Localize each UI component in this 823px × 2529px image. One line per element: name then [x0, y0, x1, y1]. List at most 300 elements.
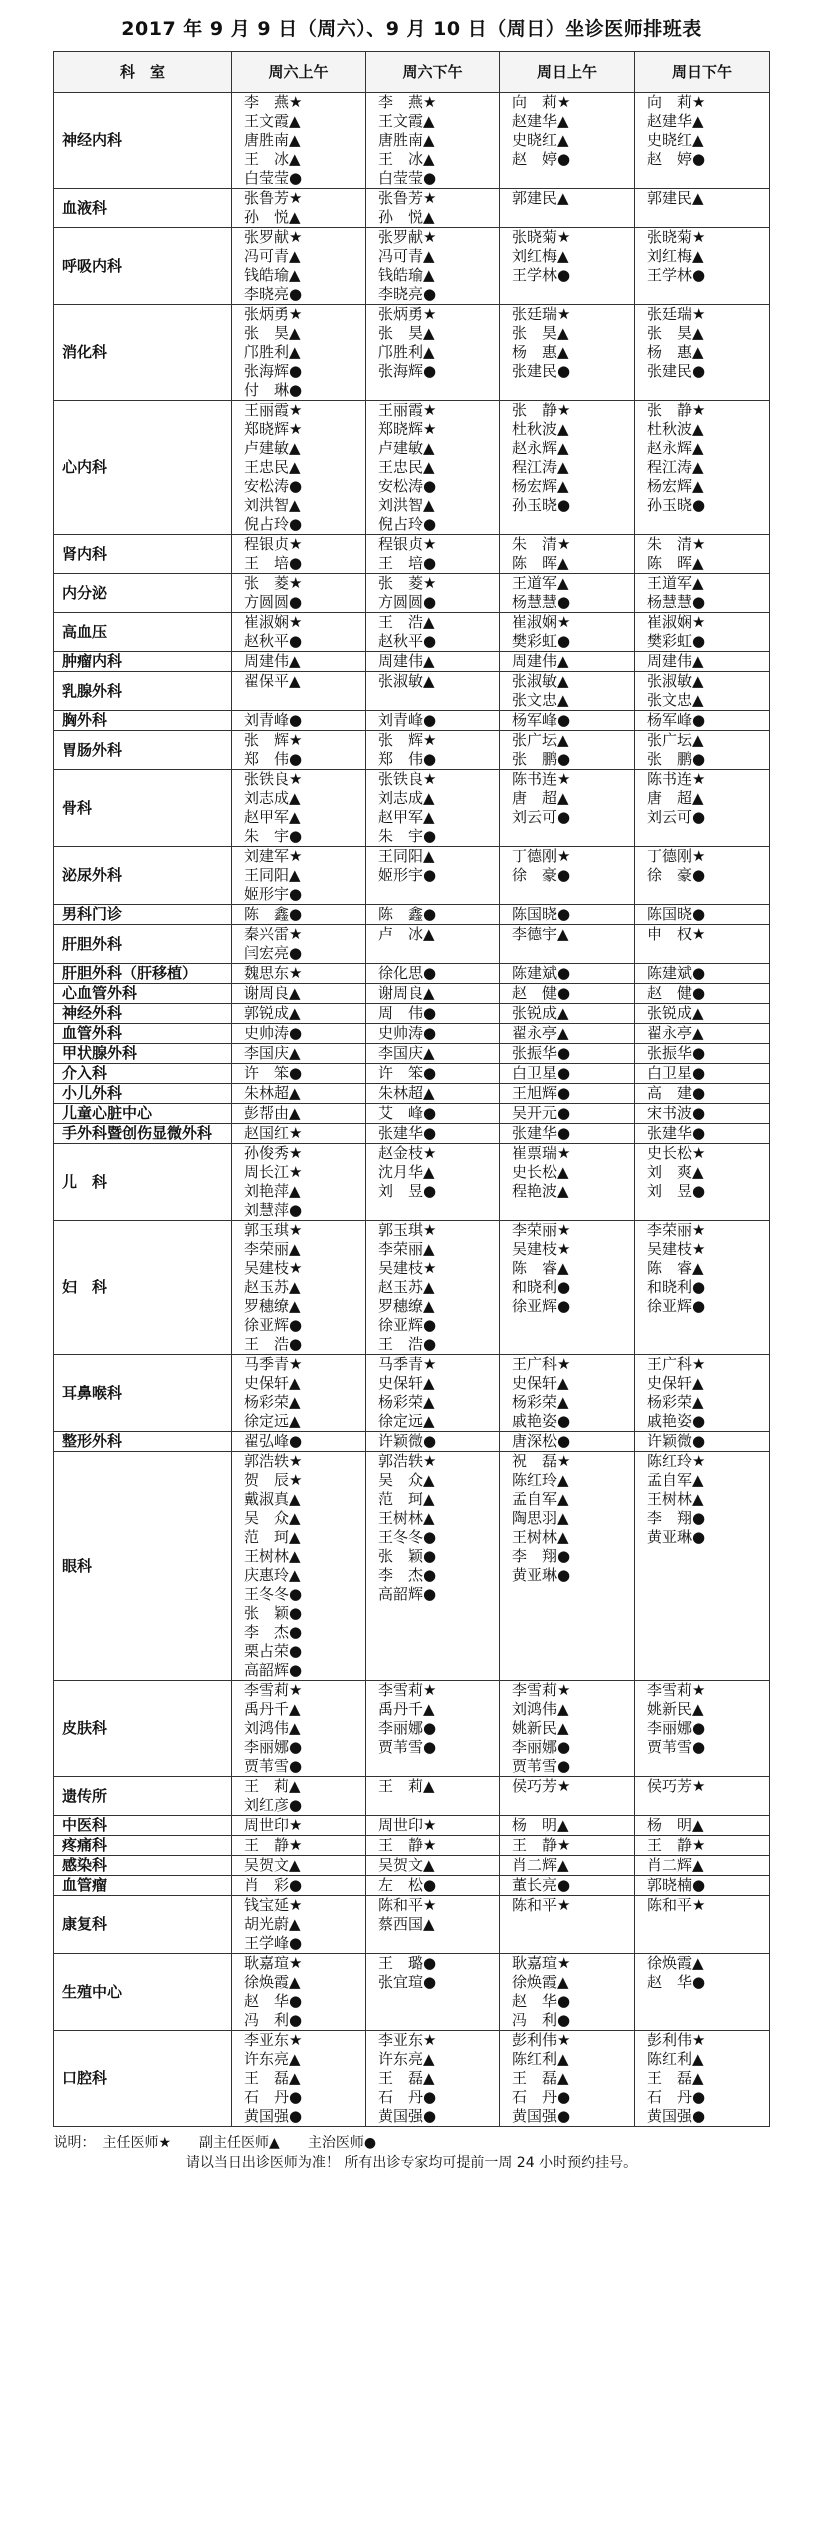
doctor-cell — [500, 93, 635, 189]
doctor-name: 王广科★ — [647, 1355, 706, 1373]
doctor-name: 罗穗缭▲ — [244, 1297, 301, 1315]
doctor-name: 王 浩▲ — [378, 613, 435, 631]
doctor-name: 朱 清★ — [512, 535, 571, 553]
doctor-name: 孙俊秀★ — [244, 1144, 303, 1162]
department-cell: 遗传所 — [54, 1777, 232, 1816]
note-text: 请以当日出诊医师为准！ 所有出诊专家均可提前一周 24 小时预约挂号。 — [185, 2155, 638, 2171]
table-row — [54, 770, 770, 847]
doctor-name: 张炳勇★ — [378, 305, 437, 323]
doctor-name: 丁德刚★ — [512, 847, 571, 865]
doctor-name: 王学林● — [512, 266, 571, 284]
doctor-name: 王忠民▲ — [244, 458, 301, 476]
doctor-cell — [635, 1004, 770, 1024]
doctor-name: 王 莉▲ — [378, 1777, 435, 1795]
doctor-name: 许颖微● — [378, 1432, 437, 1450]
department-cell: 血管瘤 — [54, 1876, 232, 1896]
page-title: 2017 年 9 月 9 日（周六）、9 月 10 日（周日）坐诊医师排班表 — [121, 18, 702, 40]
doctor-name: 戚艳姿● — [647, 1412, 706, 1430]
doctor-name: 吴 众▲ — [244, 1509, 301, 1527]
department-cell: 儿童心脏中心 — [54, 1104, 232, 1124]
table-row — [54, 1004, 770, 1024]
doctor-name: 翟永亭▲ — [647, 1024, 704, 1042]
doctor-cell — [366, 925, 500, 964]
doctor-name: 陈 晖▲ — [512, 554, 569, 572]
doctor-name: 徐亚辉● — [244, 1316, 303, 1334]
table-row — [54, 964, 770, 984]
doctor-name: 张淑敏▲ — [378, 672, 435, 690]
doctor-name: 刘志成▲ — [378, 789, 435, 807]
doctor-name: 李 翔● — [647, 1509, 706, 1527]
doctor-name: 王 静★ — [378, 1836, 437, 1854]
doctor-name: 朱 宇● — [378, 827, 437, 845]
doctor-name: 张鲁芳★ — [378, 189, 437, 207]
department-cell: 男科门诊 — [54, 905, 232, 925]
doctor-cell — [500, 711, 635, 731]
doctor-cell — [366, 1004, 500, 1024]
doctor-cell — [232, 1954, 366, 2031]
doctor-name: 张广坛▲ — [647, 731, 704, 749]
department-cell: 泌尿外科 — [54, 847, 232, 905]
doctor-name: 杨彩荣▲ — [244, 1393, 301, 1411]
doctor-cell — [232, 1221, 366, 1355]
doctor-name: 李荣丽★ — [512, 1221, 571, 1239]
doctor-name: 罗穗缭▲ — [378, 1297, 435, 1315]
table-row — [54, 1836, 770, 1856]
doctor-name: 刘云可● — [512, 808, 571, 826]
doctor-name: 黄国强● — [378, 2107, 437, 2125]
doctor-name: 肖 彩● — [244, 1876, 303, 1894]
doctor-cell — [500, 1355, 635, 1432]
doctor-name: 赵甲军▲ — [244, 808, 301, 826]
doctor-name: 程银贞★ — [378, 535, 437, 553]
doctor-name: 冯 利● — [244, 2011, 303, 2029]
doctor-cell — [500, 1024, 635, 1044]
table-row — [54, 1024, 770, 1044]
doctor-cell — [366, 672, 500, 711]
doctor-name: 崔淑娴★ — [512, 613, 571, 631]
doctor-name: 李丽娜● — [647, 1719, 706, 1737]
doctor-name: 张锐成▲ — [512, 1004, 569, 1022]
doctor-name: 吴建枝★ — [244, 1259, 303, 1277]
doctor-cell — [232, 652, 366, 672]
doctor-name: 姚新民▲ — [512, 1719, 569, 1737]
department-cell: 介入科 — [54, 1064, 232, 1084]
doctor-name: 张建华● — [512, 1124, 571, 1142]
doctor-name: 周长江★ — [244, 1163, 303, 1181]
department-cell: 眼科 — [54, 1452, 232, 1681]
doctor-name: 张铁良★ — [244, 770, 303, 788]
doctor-name: 徐焕霞▲ — [512, 1973, 569, 1991]
doctor-cell — [366, 964, 500, 984]
doctor-name: 李国庆▲ — [378, 1044, 435, 1062]
doctor-name: 徐定远▲ — [378, 1412, 435, 1430]
doctor-name: 贾苇雪● — [378, 1738, 437, 1756]
doctor-name: 翟保平▲ — [244, 672, 301, 690]
doctor-name: 钱皓瑜▲ — [378, 266, 435, 284]
doctor-name: 禹丹千▲ — [378, 1700, 435, 1718]
table-row — [54, 228, 770, 305]
doctor-cell — [635, 1432, 770, 1452]
department-cell: 耳鼻喉科 — [54, 1355, 232, 1432]
doctor-cell — [366, 1681, 500, 1777]
table-row — [54, 711, 770, 731]
doctor-cell — [635, 1836, 770, 1856]
doctor-name: 李丽娜● — [378, 1719, 437, 1737]
department-cell: 血管外科 — [54, 1024, 232, 1044]
doctor-name: 杨 惠▲ — [512, 343, 569, 361]
doctor-name: 陈国晓● — [647, 905, 706, 923]
doctor-cell — [635, 1124, 770, 1144]
department-cell: 儿 科 — [54, 1144, 232, 1221]
doctor-name: 赵玉苏▲ — [244, 1278, 301, 1296]
doctor-name: 肖二辉▲ — [647, 1856, 704, 1874]
doctor-cell — [500, 305, 635, 401]
doctor-name: 张 鹏● — [512, 750, 571, 768]
table-row — [54, 613, 770, 652]
table-row — [54, 1432, 770, 1452]
doctor-cell — [500, 847, 635, 905]
doctor-name: 申 权★ — [647, 925, 706, 943]
doctor-name: 周世印★ — [244, 1816, 303, 1834]
doctor-cell — [500, 1816, 635, 1836]
doctor-name: 王 培● — [244, 554, 303, 572]
doctor-cell — [232, 672, 366, 711]
doctor-cell — [635, 613, 770, 652]
department-cell: 疼痛科 — [54, 1836, 232, 1856]
table-row — [54, 1896, 770, 1954]
doctor-cell — [500, 1452, 635, 1681]
doctor-name: 吴 众▲ — [378, 1471, 435, 1489]
doctor-cell — [366, 1355, 500, 1432]
department-cell: 整形外科 — [54, 1432, 232, 1452]
doctor-name: 高韶辉● — [378, 1585, 437, 1603]
doctor-name: 王树林▲ — [244, 1547, 301, 1565]
doctor-name: 张 菱★ — [378, 574, 437, 592]
table-row — [54, 305, 770, 401]
table-row — [54, 672, 770, 711]
doctor-name: 蔡西国▲ — [378, 1915, 435, 1933]
doctor-name: 李 翔● — [512, 1547, 571, 1565]
department-cell: 呼吸内科 — [54, 228, 232, 305]
doctor-name: 刘鸿伟▲ — [244, 1719, 301, 1737]
doctor-name: 张鲁芳★ — [244, 189, 303, 207]
doctor-name: 程江涛▲ — [647, 458, 704, 476]
doctor-name: 白卫星● — [512, 1064, 571, 1082]
doctor-name: 杨 惠▲ — [647, 343, 704, 361]
doctor-cell — [232, 711, 366, 731]
doctor-cell — [500, 1221, 635, 1355]
doctor-name: 贾苇雪● — [512, 1757, 571, 1775]
doctor-name: 徐焕霞▲ — [647, 1954, 704, 1972]
doctor-name: 杨军峰● — [512, 711, 571, 729]
doctor-name: 肖二辉▲ — [512, 1856, 569, 1874]
doctor-cell — [635, 1024, 770, 1044]
doctor-name: 刘 爽▲ — [647, 1163, 704, 1181]
department-cell: 康复科 — [54, 1896, 232, 1954]
doctor-cell — [635, 2031, 770, 2127]
doctor-cell — [232, 1004, 366, 1024]
doctor-name: 陈 晖▲ — [647, 554, 704, 572]
doctor-cell — [500, 1856, 635, 1876]
doctor-cell — [232, 1777, 366, 1816]
doctor-name: 张锐成▲ — [647, 1004, 704, 1022]
doctor-name: 赵永辉▲ — [647, 439, 704, 457]
doctor-name: 程艳波▲ — [512, 1182, 569, 1200]
doctor-name: 李亚东★ — [244, 2031, 303, 2049]
doctor-cell — [366, 1777, 500, 1816]
doctor-name: 杨彩荣▲ — [647, 1393, 704, 1411]
doctor-cell — [635, 1221, 770, 1355]
doctor-name: 翟永亭▲ — [512, 1024, 569, 1042]
doctor-cell — [366, 1104, 500, 1124]
doctor-name: 郭建民▲ — [512, 189, 569, 207]
doctor-name: 王 培● — [378, 554, 437, 572]
doctor-name: 王 浩● — [244, 1335, 303, 1353]
doctor-cell — [232, 228, 366, 305]
doctor-cell — [500, 652, 635, 672]
doctor-name: 李晓亮● — [378, 285, 437, 303]
doctor-name: 张宜瑄● — [378, 1973, 437, 1991]
doctor-name: 史晓红▲ — [647, 131, 704, 149]
doctor-name: 左 松● — [378, 1876, 437, 1894]
doctor-name: 祝 磊★ — [512, 1452, 571, 1470]
doctor-name: 艾 峰● — [378, 1104, 437, 1122]
doctor-name: 徐亚辉● — [512, 1297, 571, 1315]
doctor-cell — [635, 1681, 770, 1777]
doctor-cell — [635, 652, 770, 672]
doctor-cell — [366, 1084, 500, 1104]
doctor-name: 禹丹千▲ — [244, 1700, 301, 1718]
doctor-name: 黄亚琳● — [512, 1566, 571, 1584]
doctor-cell — [635, 1084, 770, 1104]
table-row — [54, 1221, 770, 1355]
table-row — [54, 925, 770, 964]
doctor-name: 杨慧慧● — [512, 593, 571, 611]
doctor-name: 王文霞▲ — [378, 112, 435, 130]
doctor-cell — [232, 535, 366, 574]
doctor-cell — [366, 1836, 500, 1856]
doctor-name: 王道军▲ — [647, 574, 704, 592]
doctor-name: 孙玉晓● — [512, 496, 571, 514]
doctor-name: 周建伟▲ — [647, 652, 704, 670]
doctor-name: 张铁良★ — [378, 770, 437, 788]
department-cell: 心血管外科 — [54, 984, 232, 1004]
doctor-name: 魏思东★ — [244, 964, 303, 982]
doctor-name: 郑晓辉★ — [244, 420, 303, 438]
doctor-name: 冯可青▲ — [378, 247, 435, 265]
doctor-name: 徐焕霞▲ — [244, 1973, 301, 1991]
doctor-name: 黄亚琳● — [647, 1528, 706, 1546]
doctor-cell — [635, 731, 770, 770]
doctor-name: 陈书连★ — [512, 770, 571, 788]
department-cell: 肿瘤内科 — [54, 652, 232, 672]
doctor-name: 方圆圆● — [378, 593, 437, 611]
doctor-cell — [232, 905, 366, 925]
doctor-name: 孟自军▲ — [512, 1490, 569, 1508]
doctor-cell — [635, 1777, 770, 1816]
header-sun-pm: 周日下午 — [635, 52, 770, 93]
doctor-cell — [635, 1876, 770, 1896]
doctor-name: 王道军▲ — [512, 574, 569, 592]
doctor-name: 王丽霞★ — [244, 401, 303, 419]
doctor-name: 赵金枝★ — [378, 1144, 437, 1162]
doctor-name: 唐 超▲ — [647, 789, 704, 807]
doctor-cell — [366, 228, 500, 305]
doctor-name: 贾苇雪● — [244, 1757, 303, 1775]
doctor-name: 王同阳▲ — [378, 847, 435, 865]
doctor-name: 白莹莹● — [378, 169, 437, 187]
department-cell: 肾内科 — [54, 535, 232, 574]
doctor-name: 刘云可● — [647, 808, 706, 826]
doctor-name: 张廷瑞★ — [647, 305, 706, 323]
doctor-name: 陈建斌● — [512, 964, 571, 982]
doctor-name: 王 静★ — [244, 1836, 303, 1854]
doctor-cell — [635, 305, 770, 401]
doctor-cell — [366, 535, 500, 574]
table-row — [54, 1954, 770, 2031]
doctor-name: 赵秋平● — [244, 632, 303, 650]
doctor-name: 王丽霞★ — [378, 401, 437, 419]
doctor-cell — [635, 984, 770, 1004]
doctor-name: 付 琳● — [244, 381, 303, 399]
table-row — [54, 1104, 770, 1124]
doctor-name: 石 丹● — [647, 2088, 706, 2106]
doctor-cell — [232, 984, 366, 1004]
doctor-cell — [232, 2031, 366, 2127]
doctor-cell — [232, 770, 366, 847]
doctor-cell — [500, 1777, 635, 1816]
doctor-cell — [500, 984, 635, 1004]
doctor-cell — [635, 672, 770, 711]
doctor-name: 李德宇▲ — [512, 925, 569, 943]
table-row — [54, 535, 770, 574]
doctor-name: 丁德刚★ — [647, 847, 706, 865]
doctor-name: 王 冰▲ — [378, 150, 435, 168]
doctor-name: 张 鹏● — [647, 750, 706, 768]
doctor-name: 史保轩▲ — [647, 1374, 704, 1392]
doctor-name: 范 珂▲ — [244, 1528, 301, 1546]
doctor-cell — [366, 189, 500, 228]
table-row — [54, 847, 770, 905]
doctor-name: 郭浩轶★ — [378, 1452, 437, 1470]
doctor-name: 王 磊▲ — [378, 2069, 435, 2087]
doctor-name: 张海辉● — [378, 362, 437, 380]
doctor-name: 杨慧慧● — [647, 593, 706, 611]
doctor-name: 沈月华▲ — [378, 1163, 435, 1181]
doctor-cell — [232, 1084, 366, 1104]
doctor-cell — [366, 847, 500, 905]
doctor-cell — [500, 1876, 635, 1896]
doctor-name: 翟弘峰● — [244, 1432, 303, 1450]
doctor-name: 彭利伟★ — [512, 2031, 571, 2049]
doctor-name: 陈红玲▲ — [512, 1471, 569, 1489]
doctor-cell — [232, 1896, 366, 1954]
doctor-name: 陶思羽▲ — [512, 1509, 569, 1527]
doctor-name: 和晓利● — [512, 1278, 571, 1296]
doctor-name: 庆惠玲▲ — [244, 1566, 301, 1584]
doctor-name: 张 昊▲ — [244, 324, 301, 342]
department-cell: 中医科 — [54, 1816, 232, 1836]
doctor-cell — [635, 1064, 770, 1084]
doctor-name: 孟自军▲ — [647, 1471, 704, 1489]
doctor-name: 张文忠▲ — [512, 691, 569, 709]
table-row — [54, 984, 770, 1004]
doctor-name: 李国庆▲ — [244, 1044, 301, 1062]
doctor-name: 张 颖● — [244, 1604, 303, 1622]
doctor-name: 安松涛● — [378, 477, 437, 495]
doctor-name: 秦兴雷★ — [244, 925, 303, 943]
doctor-name: 安松涛● — [244, 477, 303, 495]
doctor-name: 胡光蔚▲ — [244, 1915, 301, 1933]
doctor-name: 黄国强● — [512, 2107, 571, 2125]
doctor-cell — [232, 1856, 366, 1876]
doctor-name: 刘慧萍● — [244, 1201, 303, 1219]
doctor-cell — [232, 1144, 366, 1221]
doctor-cell — [500, 1681, 635, 1777]
department-cell: 血液科 — [54, 189, 232, 228]
doctor-name: 赵玉苏▲ — [378, 1278, 435, 1296]
doctor-name: 李 燕★ — [378, 93, 437, 111]
department-cell: 乳腺外科 — [54, 672, 232, 711]
table-row — [54, 1355, 770, 1432]
doctor-name: 马季青★ — [244, 1355, 303, 1373]
doctor-cell — [232, 731, 366, 770]
doctor-name: 孙 悦▲ — [244, 208, 301, 226]
department-cell: 皮肤科 — [54, 1681, 232, 1777]
doctor-cell — [635, 711, 770, 731]
doctor-name: 高 建● — [647, 1084, 706, 1102]
doctor-name: 闫宏亮● — [244, 944, 303, 962]
doctor-name: 朱林超▲ — [378, 1084, 435, 1102]
doctor-name: 张 辉★ — [378, 731, 437, 749]
doctor-name: 王 璐● — [378, 1954, 437, 1972]
doctor-name: 许 笨● — [244, 1064, 303, 1082]
doctor-name: 杜秋波▲ — [512, 420, 569, 438]
doctor-name: 杨 明▲ — [647, 1816, 704, 1834]
table-row — [54, 1144, 770, 1221]
doctor-name: 陈红利▲ — [512, 2050, 569, 2068]
table-row — [54, 731, 770, 770]
doctor-name: 范 珂▲ — [378, 1490, 435, 1508]
doctor-name: 向 莉★ — [647, 93, 706, 111]
doctor-name: 赵甲军▲ — [378, 808, 435, 826]
doctor-name: 陈 鑫● — [378, 905, 437, 923]
table-row — [54, 1124, 770, 1144]
doctor-name: 李 杰● — [378, 1566, 437, 1584]
doctor-name: 戚艳姿● — [512, 1412, 571, 1430]
doctor-name: 郑晓辉★ — [378, 420, 437, 438]
doctor-name: 赵国红★ — [244, 1124, 303, 1142]
doctor-cell — [500, 535, 635, 574]
doctor-name: 姚新民▲ — [647, 1700, 704, 1718]
doctor-name: 刘 昱● — [647, 1182, 706, 1200]
department-cell: 小儿外科 — [54, 1084, 232, 1104]
table-row — [54, 1856, 770, 1876]
doctor-name: 李晓亮● — [244, 285, 303, 303]
doctor-name: 赵 华● — [647, 1973, 706, 1991]
doctor-cell — [635, 1452, 770, 1681]
doctor-cell — [500, 401, 635, 535]
doctor-name: 张振华● — [647, 1044, 706, 1062]
doctor-name: 史保轩▲ — [512, 1374, 569, 1392]
doctor-name: 张晓菊★ — [647, 228, 706, 246]
doctor-cell — [500, 228, 635, 305]
doctor-name: 赵 健● — [512, 984, 571, 1002]
doctor-cell — [366, 1856, 500, 1876]
doctor-cell — [366, 613, 500, 652]
schedule-table — [53, 51, 770, 2127]
doctor-cell — [366, 1876, 500, 1896]
